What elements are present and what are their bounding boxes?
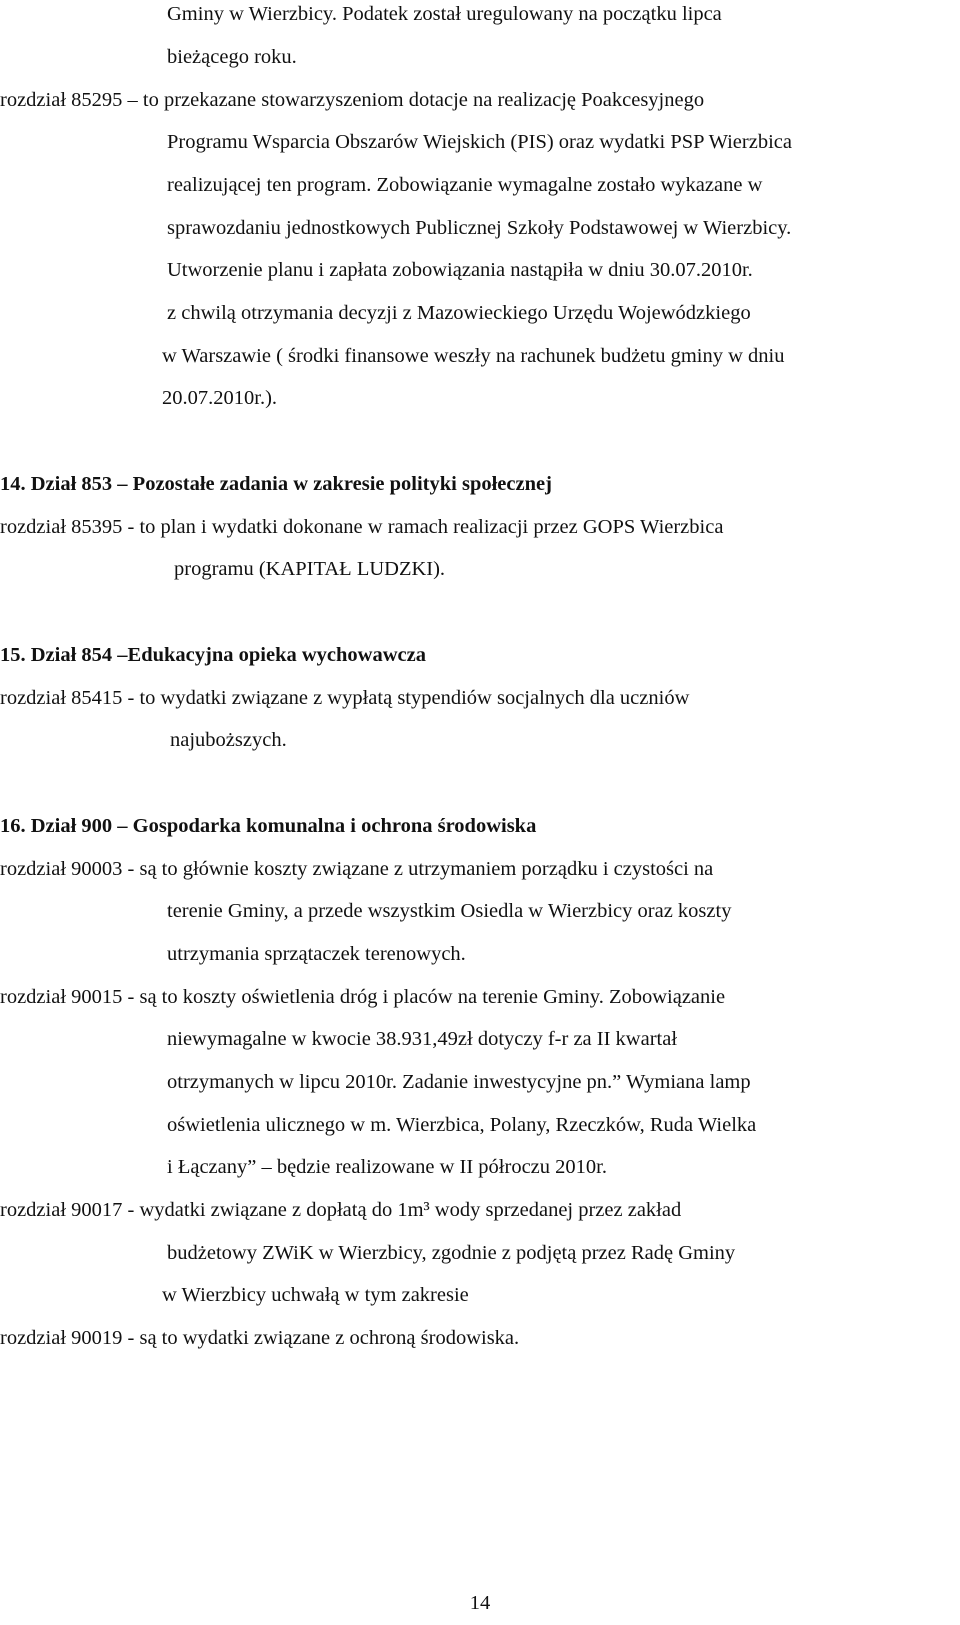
text-line: najuboższych. <box>170 729 287 751</box>
text-line: terenie Gminy, a przede wszystkim Osiedla w Wierzbicy oraz koszty <box>167 900 732 922</box>
text-line: oświetlenia ulicznego w m. Wierzbica, Polany, Rzeczków, Ruda Wielka <box>167 1114 757 1136</box>
text-line: w Wierzbicy uchwałą w tym zakresie <box>162 1284 469 1306</box>
page-number: 14 <box>469 1592 491 1614</box>
text-line: rozdział 85295 – to przekazane stowarzyszeniom dotacje na realizację Poakcesyjnego <box>0 89 705 111</box>
text-line: otrzymanych w lipcu 2010r. Zadanie inwestycyjne pn.” Wymiana lamp <box>167 1071 751 1093</box>
text-line: bieżącego roku. <box>167 46 297 68</box>
text-line: Utworzenie planu i zapłata zobowiązania nastąpiła w dniu 30.07.2010r. <box>167 259 753 281</box>
text-line: Programu Wsparcia Obszarów Wiejskich (PIS) oraz wydatki PSP Wierzbica <box>167 131 792 153</box>
text-line: rozdział 90017 - wydatki związane z dopłatą do 1m³ wody sprzedanej przez zakład <box>0 1199 682 1221</box>
text-line: z chwilą otrzymania decyzji z Mazowieckiego Urzędu Wojewódzkiego <box>167 302 751 324</box>
text-line: 20.07.2010r.). <box>162 387 278 409</box>
text-line: rozdział 90019 - są to wydatki związane z ochroną środowiska. <box>0 1327 520 1349</box>
text-line: w Warszawie ( środki finansowe weszły na rachunek budżetu gminy w dniu <box>162 345 785 367</box>
text-line: i Łączany” – będzie realizowane w II półroczu 2010r. <box>167 1156 607 1178</box>
text-line: programu (KAPITAŁ LUDZKI). <box>174 558 446 580</box>
section-heading: 14. Dział 853 – Pozostałe zadania w zakresie polityki społecznej <box>0 473 552 495</box>
text-line: utrzymania sprzątaczek terenowych. <box>167 943 466 965</box>
text-line: realizującej ten program. Zobowiązanie wymagalne zostało wykazane w <box>167 174 763 196</box>
text-line: rozdział 85395 - to plan i wydatki dokonane w ramach realizacji przez GOPS Wierzbica <box>0 516 724 538</box>
text-line: Gminy w Wierzbicy. Podatek został uregulowany na początku lipca <box>167 3 722 25</box>
text-line: rozdział 90015 - są to koszty oświetlenia dróg i placów na terenie Gminy. Zobowiązanie <box>0 986 726 1008</box>
text-line: niewymagalne w kwocie 38.931,49zł dotyczy f-r za II kwartał <box>167 1028 678 1050</box>
text-line: budżetowy ZWiK w Wierzbicy, zgodnie z podjętą przez Radę Gminy <box>167 1242 736 1264</box>
text-line: sprawozdaniu jednostkowych Publicznej Szkoły Podstawowej w Wierzbicy. <box>167 217 792 239</box>
text-line: rozdział 90003 - są to głównie koszty związane z utrzymaniem porządku i czystości na <box>0 858 714 880</box>
section-heading: 15. Dział 854 –Edukacyjna opieka wychowawcza <box>0 644 426 666</box>
section-heading: 16. Dział 900 – Gospodarka komunalna i ochrona środowiska <box>0 815 537 837</box>
text-line: rozdział 85415 - to wydatki związane z wypłatą stypendiów socjalnych dla uczniów <box>0 687 690 709</box>
